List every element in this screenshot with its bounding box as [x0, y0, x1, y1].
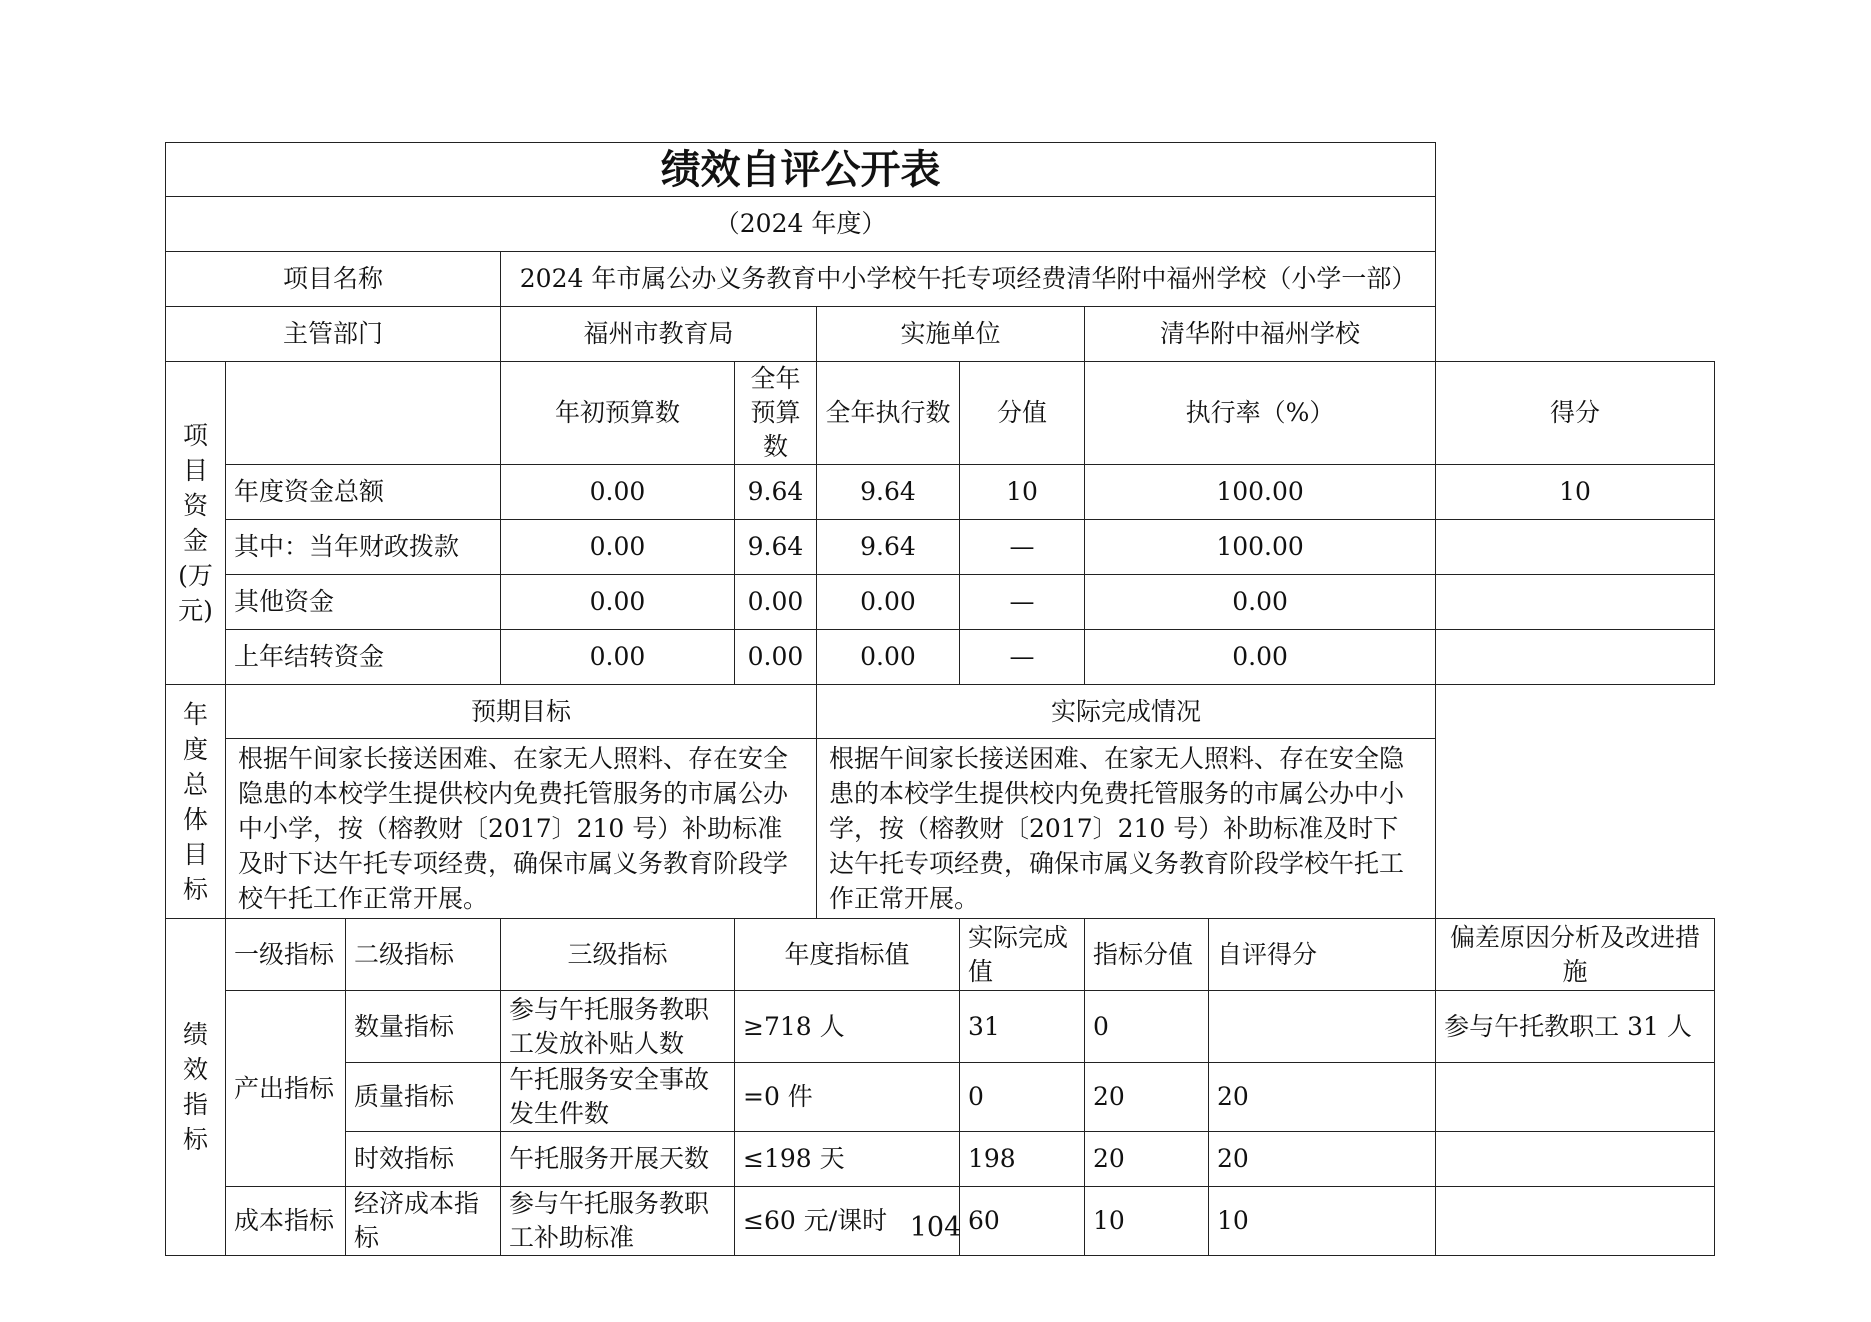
indicators-side-label: 绩 效 指 标: [166, 919, 226, 1256]
ind-level2: 时效指标: [346, 1132, 501, 1187]
table-row: [166, 1132, 1715, 1187]
funds-cell: 0.00: [735, 575, 817, 630]
ind-score: 20: [1209, 1063, 1436, 1132]
funds-header-score: 得分: [1436, 362, 1715, 465]
funds-row-label: 年度资金总额: [226, 465, 501, 520]
funds-cell: 0.00: [735, 630, 817, 685]
funds-header-blank: [226, 362, 501, 465]
ind-target: =0 件: [735, 1063, 960, 1132]
unit-label: 实施单位: [817, 307, 1085, 362]
table-row: [166, 520, 1715, 575]
page-number: 104: [909, 1212, 962, 1243]
ind-header-actual: 实际完成值: [960, 919, 1085, 991]
ind-header-target: 年度指标值: [735, 919, 960, 991]
funds-header-rate: 执行率（%）: [1085, 362, 1436, 465]
ind-level3: 午托服务开展天数: [501, 1132, 735, 1187]
funds-cell: 0.00: [817, 630, 960, 685]
expected-goal-text: 根据午间家长接送困难、在家无人照料、存在安全隐患的本校学生提供校内免费托管服务的市属公办中小学，按（榕教财〔2017〕210 号）补助标准及时下达午托专项经费，确保市属义务教育阶段学校午托工作正常开展。: [226, 739, 817, 919]
funds-cell: 9.64: [735, 520, 817, 575]
funds-row-label: 其他资金: [226, 575, 501, 630]
ind-header-weight: 指标分值: [1085, 919, 1209, 991]
actual-goal-text: 根据午间家长接送困难、在家无人照料、存在安全隐患的本校学生提供校内免费托管服务的市属公办中小学，按（榕教财〔2017〕210 号）补助标准及时下达午托专项经费，确保市属义务教育阶段学校午托工作正常开展。: [817, 739, 1436, 919]
ind-weight: 20: [1085, 1132, 1209, 1187]
table-row: [166, 1063, 1715, 1132]
ind-target: ≤60 元/课时: [735, 1187, 960, 1256]
funds-cell: 0.00: [501, 465, 735, 520]
funds-header-weight: 分值: [960, 362, 1085, 465]
ind-header-note: 偏差原因分析及改进措施: [1436, 919, 1715, 991]
performance-table: [165, 142, 1715, 1256]
dept-value: 福州市教育局: [501, 307, 817, 362]
goals-side-label: 年 度 总 体 目 标: [166, 685, 226, 919]
actual-goal-label: 实际完成情况: [817, 685, 1436, 739]
ind-level2: 质量指标: [346, 1063, 501, 1132]
funds-cell: 100.00: [1085, 465, 1436, 520]
ind-header-score: 自评得分: [1209, 919, 1436, 991]
ind-header-level3: 三级指标: [501, 919, 735, 991]
table-row: [166, 465, 1715, 520]
ind-level3: 参与午托服务教职工发放补贴人数: [501, 991, 735, 1063]
ind-header-level1: 一级指标: [226, 919, 346, 991]
ind-actual: 60: [960, 1187, 1085, 1256]
cost-indicator-label: 成本指标: [226, 1187, 346, 1256]
project-name: 2024 年市属公办义务教育中小学校午托专项经费清华附中福州学校（小学一部）: [501, 252, 1436, 307]
funds-cell: 0.00: [501, 630, 735, 685]
funds-cell: 0.00: [1085, 630, 1436, 685]
ind-level3: 午托服务安全事故发生件数: [501, 1063, 735, 1132]
ind-score: 10: [1209, 1187, 1436, 1256]
funds-cell: —: [960, 575, 1085, 630]
ind-actual: 0: [960, 1063, 1085, 1132]
funds-cell: 10: [1436, 465, 1715, 520]
project-name-label: 项目名称: [166, 252, 501, 307]
table-row: [166, 991, 1715, 1063]
funds-cell: 100.00: [1085, 520, 1436, 575]
funds-header-annual: 全年预算数: [735, 362, 817, 465]
funds-cell: [1436, 520, 1715, 575]
funds-header-executed: 全年执行数: [817, 362, 960, 465]
funds-cell: 9.64: [817, 520, 960, 575]
ind-weight: 10: [1085, 1187, 1209, 1256]
output-indicator-label: 产出指标: [226, 991, 346, 1187]
ind-level2: 数量指标: [346, 991, 501, 1063]
ind-weight: 0: [1085, 991, 1209, 1063]
table-row: [166, 630, 1715, 685]
funds-cell: [1436, 575, 1715, 630]
dept-label: 主管部门: [166, 307, 501, 362]
table-row: [166, 575, 1715, 630]
funds-cell: [1436, 630, 1715, 685]
funds-cell: 0.00: [1085, 575, 1436, 630]
funds-cell: —: [960, 520, 1085, 575]
funds-cell: —: [960, 630, 1085, 685]
ind-target: ≤198 天: [735, 1132, 960, 1187]
year-label: （2024 年度）: [166, 197, 1436, 252]
ind-weight: 20: [1085, 1063, 1209, 1132]
funds-cell: 9.64: [817, 465, 960, 520]
ind-score: 20: [1209, 1132, 1436, 1187]
funds-row-label: 其中：当年财政拨款: [226, 520, 501, 575]
funds-cell: 0.00: [501, 575, 735, 630]
ind-actual: 198: [960, 1132, 1085, 1187]
expected-goal-label: 预期目标: [226, 685, 817, 739]
unit-value: 清华附中福州学校: [1085, 307, 1436, 362]
funds-cell: 0.00: [817, 575, 960, 630]
ind-note: 参与午托教职工 31 人: [1436, 991, 1715, 1063]
ind-score: [1209, 991, 1436, 1063]
funds-cell: 10: [960, 465, 1085, 520]
funds-cell: 9.64: [735, 465, 817, 520]
funds-header-initial: 年初预算数: [501, 362, 735, 465]
ind-level2: 经济成本指标: [346, 1187, 501, 1256]
ind-level3: 参与午托服务教职工补助标准: [501, 1187, 735, 1256]
ind-header-level2: 二级指标: [346, 919, 501, 991]
ind-note: [1436, 1132, 1715, 1187]
funds-row-label: 上年结转资金: [226, 630, 501, 685]
ind-note: [1436, 1063, 1715, 1132]
ind-actual: 31: [960, 991, 1085, 1063]
ind-target: ≥718 人: [735, 991, 960, 1063]
funds-cell: 0.00: [501, 520, 735, 575]
funds-side-label: 项 目 资 金 (万 元): [166, 362, 226, 685]
table-title: 绩效自评公开表: [166, 143, 1436, 197]
